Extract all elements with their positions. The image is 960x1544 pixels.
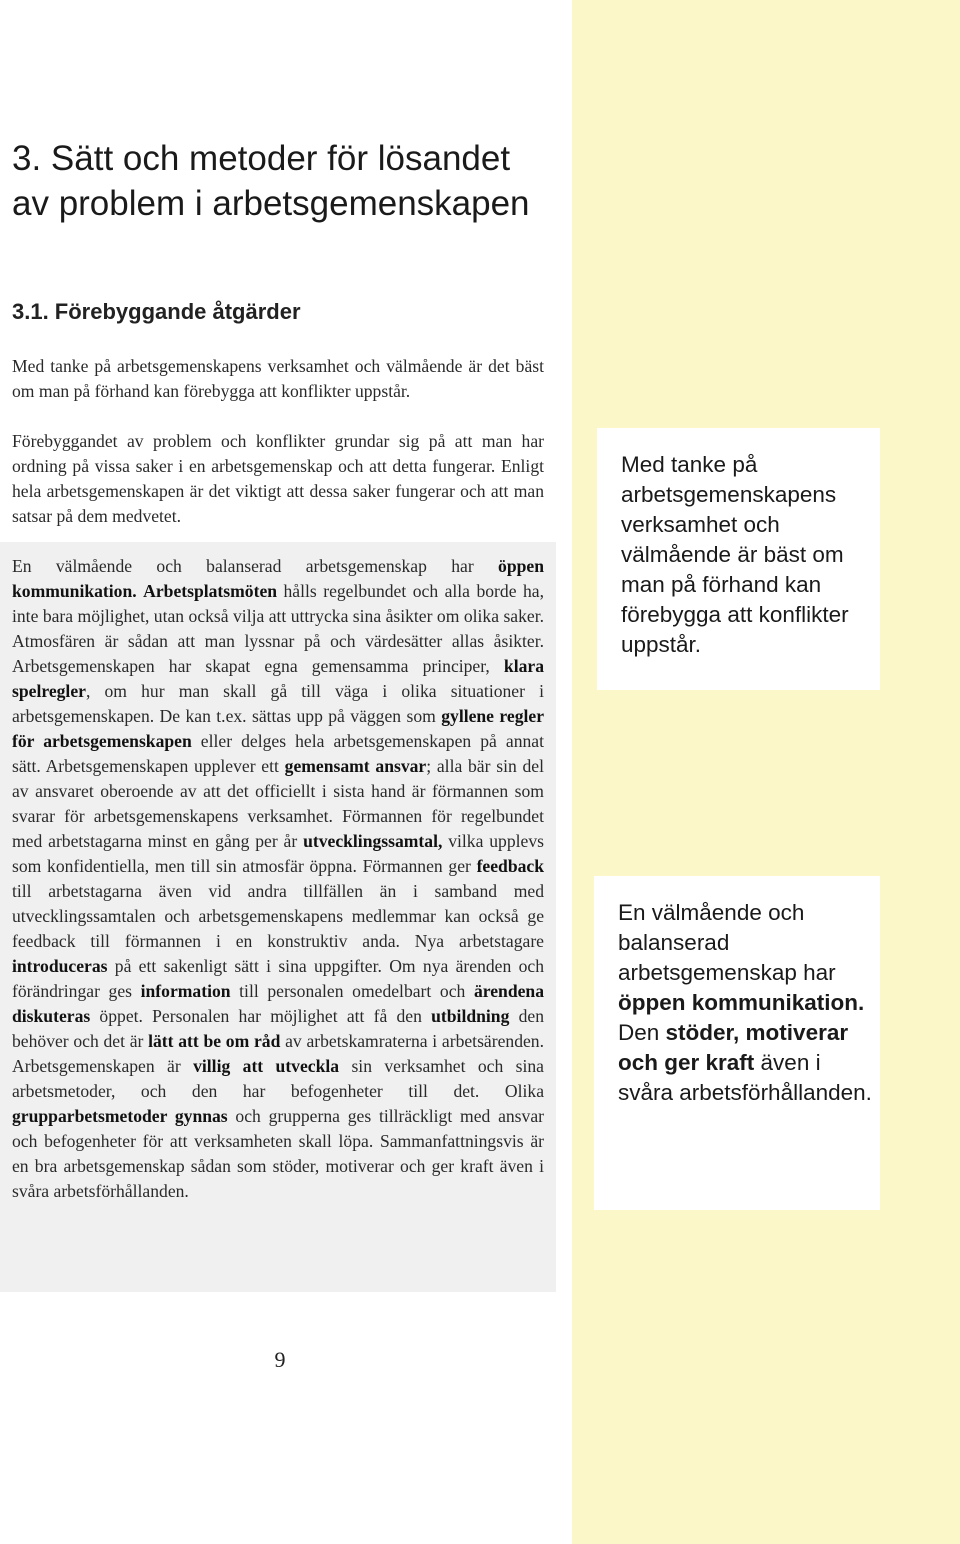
emphasis-text: gyllene regler för arbetsgemenskapen (12, 706, 544, 751)
emphasis-text: klara spelregler (12, 656, 544, 701)
emphasis-text: villig att utveckla (193, 1056, 340, 1076)
page-number: 9 (274, 1347, 286, 1372)
emphasis-text: stöder, motiverar och ger kraft (618, 1020, 849, 1075)
emphasis-text: grupparbetsmetoder gynnas (12, 1106, 228, 1126)
callout-box-communication (594, 876, 880, 1210)
workplace-community-paragraph: En välmående och balanserad arbetsgemenskap har öppen kommunikation. Arbetsplatsmöten hålls regelbundet och alla borde ha, inte bara möjlighet, utan också vilja att uttrycka sina åsikter om olika saker. Atmosfären är sådan att man lyssnar på och värdesätter allas åsikter. Arbetsgemenskapen har skapat egna gemensamma principer, klara spelregler, om hur man skall gå till väga i olika situationer i arbetsgemenskapen. De kan t.ex. sättas upp på väggen som gyllene regler för arbetsgemenskapen eller delges hela arbetsgemenskapen på annat sätt. Arbetsgemenskapen upplever ett gemensamt ansvar; alla bär sin del av ansvaret oberoende av att det officiellt i sista hand är förmannen som svarar för arbetsgemenskapens verksamhet. Förmannen för regelbundet med arbetstagarna minst en gång per år utvecklingssamtal, vilka upplevs som konfidentiella, men till sin atmosfär öppna. Förmannen ger feedback till arbetstagarna även vid andra tillfällen än i samband med utvecklingssamtalen och arbetsgemenskapens medlemmar kan också ge feedback till förmannen i en konstruktiv anda. Nya arbetstagare introduceras på ett sakenligt sätt i sina uppgifter. Om nya ärenden och förändringar ges information till personalen omedelbart och ärendena diskuteras öppet. Personalen har möjlighet att få den utbildning den behöver och det är lätt att be om råd av arbetskamraterna i arbetsärenden. Arbetsgemenskapen är villig att utveckla sin verksamhet och sina arbetsmetoder, och den har befogenheter till det. Olika grupparbetsmetoder gynnas och grupperna ges tillräckligt med ansvar och befogenheter för att verksamheten skall löpa. Sammanfattningsvis är en bra arbetsgemenskap sådan som stöder, motiverar och ger kraft även i svåra arbetsförhållanden. (12, 556, 544, 1201)
emphasis-text: ärendena diskuteras (12, 981, 544, 1026)
emphasis-text: utbildning (431, 1006, 510, 1026)
emphasis-text: lätt att be om råd (148, 1031, 281, 1051)
intro-paragraph: Med tanke på arbetsgemenskapens verksamhet och välmående är det bäst om man på förhand kan förebygga att konflikter uppstår. (12, 356, 544, 401)
callout-box-prevention (597, 428, 880, 690)
emphasis-text: introduceras (12, 956, 108, 976)
emphasis-text: feedback (476, 856, 544, 876)
callout-text-prevention: Med tanke på arbetsgemenskapens verksamhet och välmående är bäst om man på förhand kan förebygga att konflikter uppstår. (621, 452, 849, 657)
prevention-paragraph: Förebyggandet av problem och konflikter grundar sig på att man har ordning på vissa saker i en arbetsgemenskap och att detta fungerar. Enligt hela arbetsgemenskapen är det viktigt att dessa saker fungerar och att man satsar på dem medvetet. (12, 431, 544, 526)
emphasis-text: öppen kommunikation. (12, 556, 544, 601)
chapter-title: 3. Sätt och metoder för lösandet av problem i arbetsgemenskapen (12, 139, 530, 223)
emphasis-text: Arbetsplatsmöten (143, 581, 278, 601)
emphasis-text: information (140, 981, 231, 1001)
emphasis-text: öppen kommunikation. (618, 990, 865, 1015)
emphasis-text: utvecklingssamtal, (303, 831, 443, 851)
callout-text-communication: En välmående och balanserad arbetsgemenskap har öppen kommunikation. Den stöder, motiverar och ger kraft även i svåra arbetsförhållanden. (618, 900, 872, 1105)
sidebar-margin (572, 0, 960, 1544)
emphasis-text: gemensamt ansvar (284, 756, 427, 776)
section-title: 3.1. Förebyggande åtgärder (12, 299, 301, 324)
